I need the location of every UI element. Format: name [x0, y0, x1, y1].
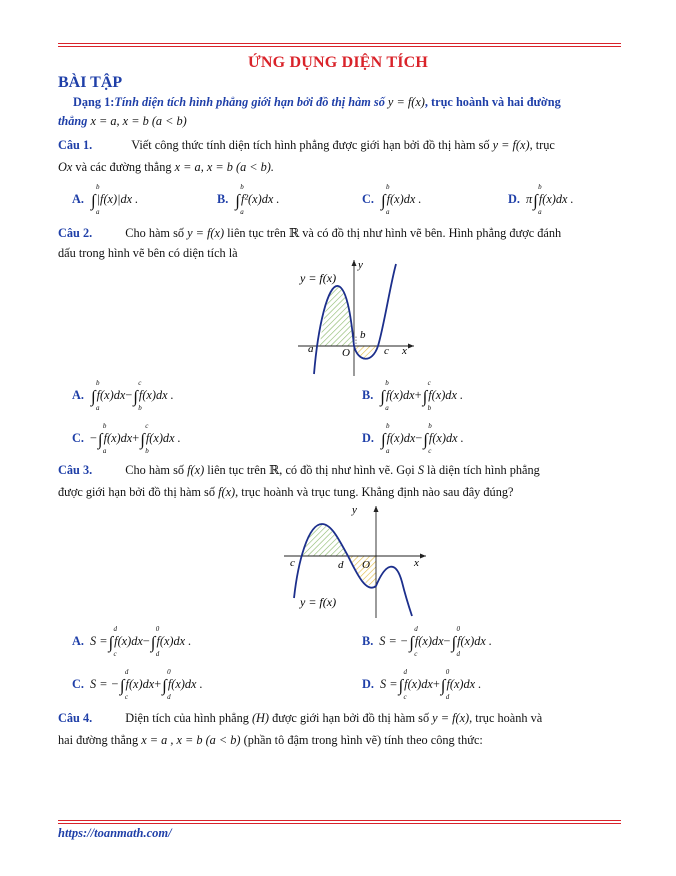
- q3-c-label: c: [290, 557, 295, 569]
- dang-math-2: x = a, x = b (a < b): [90, 114, 187, 128]
- option-letter: A.: [72, 192, 84, 206]
- footer-url[interactable]: https://toanmath.com/: [58, 826, 172, 840]
- q1-label: Câu 1.: [58, 138, 93, 152]
- q1-math-2: Ox: [58, 160, 73, 174]
- q3-line-2: [58, 485, 513, 500]
- q2-option-b[interactable]: [362, 379, 464, 412]
- option-expr: f(x)dx .: [138, 388, 174, 402]
- q2-y-label: y: [358, 259, 363, 271]
- q2-line-2: [58, 246, 238, 261]
- q3-label: Câu 3.: [58, 463, 93, 477]
- q1-text-3: và các đường thẳng: [75, 160, 172, 174]
- option-expr: f(x)dx: [385, 388, 415, 402]
- option-expr: f(x)dx .: [446, 677, 482, 691]
- q1-option-b[interactable]: [217, 183, 280, 216]
- q3-graph: [282, 502, 432, 620]
- q3-option-a[interactable]: [72, 625, 192, 658]
- option-prefix: S =: [89, 634, 108, 648]
- option-expr: f(x)dx: [386, 431, 416, 445]
- option-letter: C.: [362, 192, 374, 206]
- q1-text-1: Viết công thức tính diện tích hình phẳng được giới hạn bởi đồ thị hàm số: [131, 138, 490, 152]
- option-expr: f(x)dx .: [167, 677, 203, 691]
- q3-d-label: d: [338, 559, 344, 571]
- integral-sign: ∫ b a: [380, 422, 390, 455]
- q3-text-5: được giới hạn bởi đồ thị hàm số: [58, 485, 215, 499]
- option-expr: f(x)dx .: [457, 634, 492, 648]
- header-rule-top: [58, 43, 621, 44]
- q1-option-d[interactable]: [508, 183, 574, 216]
- option-letter: A.: [72, 388, 84, 402]
- integral-sign: ∫ b a: [235, 183, 244, 216]
- q4-math-2: y = f(x): [432, 711, 470, 725]
- footer-rule-bottom: [58, 823, 621, 824]
- option-expr: f(x)dx: [114, 634, 143, 648]
- option-expr: f²(x)dx .: [240, 192, 280, 206]
- q3-x-label: x: [414, 557, 419, 569]
- shaded-region-positive: [320, 286, 354, 346]
- option-letter: B.: [217, 192, 229, 206]
- q4-text-2: được giới hạn bởi đồ thị hàm số: [272, 711, 430, 725]
- dang-text-2: , trục hoành và hai đường: [424, 95, 561, 109]
- q1-line-1: [58, 138, 555, 153]
- option-expr: f(x)dx: [103, 431, 133, 445]
- integral-sign: ∫ c b: [133, 379, 142, 412]
- dang-line-1: [73, 95, 561, 110]
- q2-text-1: Cho hàm số: [125, 226, 185, 240]
- q3-line-1: [58, 463, 540, 478]
- q3-option-c[interactable]: [72, 668, 203, 701]
- dang-label: Dạng 1:: [73, 95, 115, 109]
- dang-line-2: [58, 114, 187, 129]
- integral-sign: ∫ d c: [409, 625, 418, 658]
- page-title: ỨNG DỤNG DIỆN TÍCH: [247, 54, 429, 71]
- option-expr: f(x)dx: [96, 388, 126, 402]
- q2-option-c[interactable]: [72, 422, 181, 455]
- x-axis-arrow-icon: [420, 554, 426, 559]
- option-prefix: S =: [379, 677, 398, 691]
- q3-text-4: là diện tích hình phẳng: [427, 463, 540, 477]
- integral-sign: ∫ c b: [140, 422, 149, 455]
- integral-sign: ∫ 0 d: [162, 668, 171, 701]
- integral-sign: ∫ b a: [90, 379, 100, 412]
- option-expr: f(x)dx: [125, 677, 155, 691]
- option-prefix: −: [89, 431, 97, 445]
- q4-text-1: Diện tích của hình phẳng: [125, 711, 249, 725]
- q2-option-d[interactable]: [362, 422, 464, 455]
- integral-sign: ∫ d c: [398, 668, 407, 701]
- q4-text-3: , trục hoành và: [469, 711, 543, 725]
- q3-text-1: Cho hàm số: [125, 463, 185, 477]
- q4-math-1: (H): [251, 711, 270, 725]
- q2-label: Câu 2.: [58, 226, 93, 240]
- integral-sign: ∫ d c: [108, 625, 117, 658]
- dang-text-3: thẳng: [58, 114, 88, 128]
- integral-sign: ∫ b a: [533, 183, 542, 216]
- option-operator: +: [432, 677, 440, 691]
- option-operator: −: [142, 634, 150, 648]
- q3-origin-label: O: [362, 559, 370, 571]
- option-expr: f(x)dx .: [156, 634, 192, 648]
- integral-sign: ∫ 0 d: [150, 625, 160, 658]
- option-letter: D.: [508, 192, 520, 206]
- option-operator: −: [125, 388, 133, 402]
- y-axis-arrow-icon: [374, 506, 379, 512]
- q3-y-label: y: [352, 504, 357, 516]
- option-expr: f(x)dx .: [428, 431, 464, 445]
- option-expr: f(x)dx .: [538, 192, 574, 206]
- q3-math-1: f(x): [187, 463, 205, 477]
- option-operator: +: [414, 388, 422, 402]
- q1-option-a[interactable]: [72, 183, 139, 216]
- integral-sign: ∫ c b: [422, 379, 432, 412]
- q2-x-label: x: [402, 345, 407, 357]
- option-expr: f(x)dx: [414, 634, 444, 648]
- q2-c-label: c: [384, 345, 389, 357]
- q2-origin-label: O: [342, 347, 350, 359]
- option-letter: C.: [72, 431, 84, 445]
- q2-text-2: liên tục trên: [227, 226, 286, 240]
- x-axis-arrow-icon: [408, 344, 414, 349]
- q3-text-6: , trục hoành và trục tung. Khẳng định nào sau đây đúng?: [235, 485, 514, 499]
- option-letter: C.: [72, 677, 84, 691]
- option-expr: |f(x)|dx .: [96, 192, 139, 206]
- y-axis-arrow-icon: [352, 260, 357, 266]
- q4-text-4: hai đường thẳng: [58, 733, 139, 747]
- option-expr: f(x)dx .: [145, 431, 181, 445]
- q2-b-label: b: [360, 329, 366, 341]
- q4-math-3: x = a , x = b (a < b): [141, 733, 241, 747]
- integral-sign: ∫ b a: [380, 379, 389, 412]
- integral-sign: ∫ b a: [97, 422, 107, 455]
- q3-math-3: S: [417, 463, 424, 477]
- q2-option-a[interactable]: [72, 379, 174, 412]
- q1-text-2: , trục: [529, 138, 555, 152]
- option-letter: D.: [362, 677, 374, 691]
- q2-text-4: dấu trong hình vẽ bên có diện tích là: [58, 246, 238, 260]
- q1-option-c[interactable]: [362, 183, 422, 216]
- q4-label: Câu 4.: [58, 711, 93, 725]
- q3-math-4: f(x): [218, 485, 236, 499]
- q4-text-5: (phần tô đậm trong hình vẽ) tính theo công thức:: [243, 733, 483, 747]
- option-operator: −: [443, 634, 451, 648]
- option-letter: B.: [362, 634, 374, 648]
- option-operator: +: [132, 431, 140, 445]
- integral-sign: ∫ 0 d: [440, 668, 450, 701]
- q2-math-2: ℝ: [288, 226, 300, 240]
- option-expr: f(x)dx .: [386, 192, 422, 206]
- option-prefix: π: [525, 192, 533, 206]
- q1-math-3: x = a, x = b (a < b).: [174, 160, 274, 174]
- q2-graph: [290, 256, 420, 380]
- shaded-region-positive: [302, 524, 348, 556]
- option-letter: A.: [72, 634, 84, 648]
- q2-line-1: [58, 226, 561, 241]
- q3-text-2: liên tục trên: [207, 463, 266, 477]
- integral-sign: ∫ b a: [90, 183, 100, 216]
- option-prefix: S = −: [379, 634, 409, 648]
- dang-math-1: y = f(x): [387, 95, 425, 109]
- q1-line-2: [58, 160, 274, 175]
- q4-line-2: [58, 733, 483, 748]
- q2-math-1: y = f(x): [187, 226, 225, 240]
- q3-curve-label: y = f(x): [300, 595, 337, 609]
- q2-text-3: và có đồ thị như hình vẽ bên. Hình phẳng được đánh: [302, 226, 562, 240]
- option-expr: f(x)dx: [404, 677, 433, 691]
- footer-rule-top: [58, 820, 621, 821]
- option-letter: D.: [362, 431, 374, 445]
- option-prefix: S = −: [89, 677, 119, 691]
- option-operator: −: [415, 431, 423, 445]
- q1-math-1: y = f(x): [492, 138, 530, 152]
- header-rule-bottom: [58, 46, 621, 47]
- integral-sign: ∫ d c: [119, 668, 129, 701]
- q3-option-d[interactable]: [362, 668, 482, 701]
- q3-math-2: ℝ: [269, 463, 280, 477]
- option-operator: +: [154, 677, 162, 691]
- q4-line-1: [58, 711, 542, 726]
- dang-text-1: Tính diện tích hình phẳng giới hạn bởi đồ thị hàm số: [114, 95, 385, 109]
- q3-text-3: , có đồ thị như hình vẽ. Gọi: [279, 463, 415, 477]
- section-title: BÀI TẬP: [58, 74, 123, 91]
- q3-option-b[interactable]: [362, 625, 492, 658]
- option-letter: B.: [362, 388, 374, 402]
- q2-a-label: a: [308, 343, 314, 355]
- option-expr: f(x)dx .: [428, 388, 464, 402]
- integral-sign: ∫ b c: [423, 422, 432, 455]
- q2-curve-label: y = f(x): [300, 271, 337, 285]
- integral-sign: ∫ 0 d: [451, 625, 460, 658]
- integral-sign: ∫ b a: [380, 183, 390, 216]
